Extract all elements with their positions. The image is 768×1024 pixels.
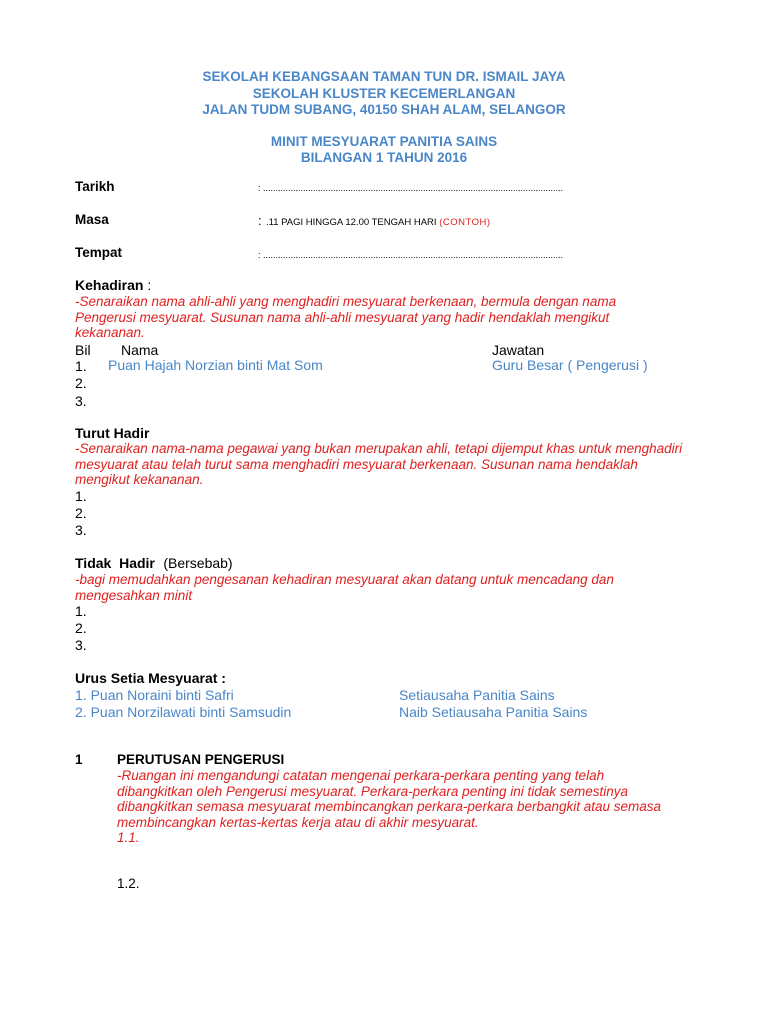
tidak-hadir-item: 3. <box>75 637 87 653</box>
urus-setia-title: Urus Setia Mesyuarat : <box>75 670 226 686</box>
masa-value <box>266 217 491 228</box>
perutusan-title: PERUTUSAN PENGERUSI <box>117 752 285 767</box>
perutusan-number: 1 <box>75 752 83 767</box>
col-jawatan: Jawatan <box>492 342 545 358</box>
urus-setia-nama: 2. Puan Norzilawati binti Samsudin <box>75 704 292 720</box>
tidak-hadir-item: 1. <box>75 603 87 619</box>
kehadiran-row-num: 3. <box>75 393 87 409</box>
urus-setia-nama: 1. Puan Noraini binti Safri <box>75 687 234 703</box>
kehadiran-row-nama: Puan Hajah Norzian binti Mat Som <box>108 357 323 373</box>
tidak-hadir-item: 2. <box>75 620 87 636</box>
col-nama: Nama <box>121 342 159 358</box>
kehadiran-colon: : <box>143 277 152 293</box>
minutes-number: BILANGAN 1 TAHUN 2016 <box>300 150 468 165</box>
tidak-hadir-subtitle: (Bersebab) <box>163 555 233 571</box>
urus-setia-jawatan: Naib Setiausaha Panitia Sains <box>399 704 588 720</box>
turut-hadir-note: -Senaraikan nama-nama pegawai yang bukan merupakan ahli, tetapi dijemput khas untuk menghadiri mesyuarat atau telah turut sama menghadiri mesyuarat berkenaan. Susunan nama hendaklah mengikut kekananan. <box>75 441 683 487</box>
turut-hadir-title: Turut Hadir <box>75 425 150 441</box>
kehadiran-row-num: 1. <box>75 358 87 374</box>
kehadiran-row-num: 2. <box>75 375 87 391</box>
perutusan-note: -Ruangan ini mengandungi catatan mengenai perkara-perkara penting yang telah dibangkitkan oleh Pengerusi mesyuarat. Perkara-perkara penting ini tidak semestinya dibangkitkan semasa mesyuarat membincangkan perkara-perkara berbangkit atau semasa membincangkan kertas-kertas kerja atau di akhir mesyuarat. <box>117 768 662 830</box>
perutusan-item: 1.1. <box>117 830 140 845</box>
kehadiran-note: -Senaraikan nama ahli-ahli yang menghadiri mesyuarat berkenaan, bermula dengan nama Pengerusi mesyuarat. Susunan nama ahli-ahli mesyuarat yang hadir hendaklah mengikut kekananan. <box>75 294 617 340</box>
school-address: JALAN TUDM SUBANG, 40150 SHAH ALAM, SELANGOR <box>202 102 566 117</box>
kehadiran-title: Kehadiran <box>75 277 144 293</box>
school-name: SEKOLAH KEBANGSAAN TAMAN TUN DR. ISMAIL JAYA <box>202 69 566 84</box>
masa-colon: : <box>258 213 262 228</box>
col-bil: Bil <box>75 342 91 358</box>
tarikh-label: Tarikh <box>75 179 115 194</box>
masa-time: .11 PAGI HINGGA 12.00 TENGAH HARI <box>266 217 437 228</box>
school-cluster: SEKOLAH KLUSTER KECEMERLANGAN <box>252 86 516 101</box>
perutusan-item: 1.2. <box>117 876 140 891</box>
tidak-hadir-title: Tidak Hadir <box>75 555 155 571</box>
urus-setia-jawatan: Setiausaha Panitia Sains <box>399 687 555 703</box>
kehadiran-heading <box>75 277 151 293</box>
turut-hadir-item: 2. <box>75 505 87 521</box>
masa-note: (CONTOH) <box>439 217 491 228</box>
minutes-title: MINIT MESYUARAT PANITIA SAINS <box>270 134 498 149</box>
tempat-label: Tempat <box>75 245 123 260</box>
masa-label: Masa <box>75 212 109 227</box>
turut-hadir-item: 1. <box>75 488 87 504</box>
tempat-value: : ........................................................................................................................ <box>258 250 564 260</box>
tidak-hadir-heading <box>75 555 233 573</box>
tidak-hadir-note: -bagi memudahkan pengesanan kehadiran mesyuarat akan datang untuk mencadang dan mengesahkan minit <box>75 572 614 603</box>
tarikh-value: : ........................................................................................................................ <box>258 183 564 193</box>
turut-hadir-item: 3. <box>75 522 87 538</box>
kehadiran-row-jawatan: Guru Besar ( Pengerusi ) <box>492 357 648 373</box>
